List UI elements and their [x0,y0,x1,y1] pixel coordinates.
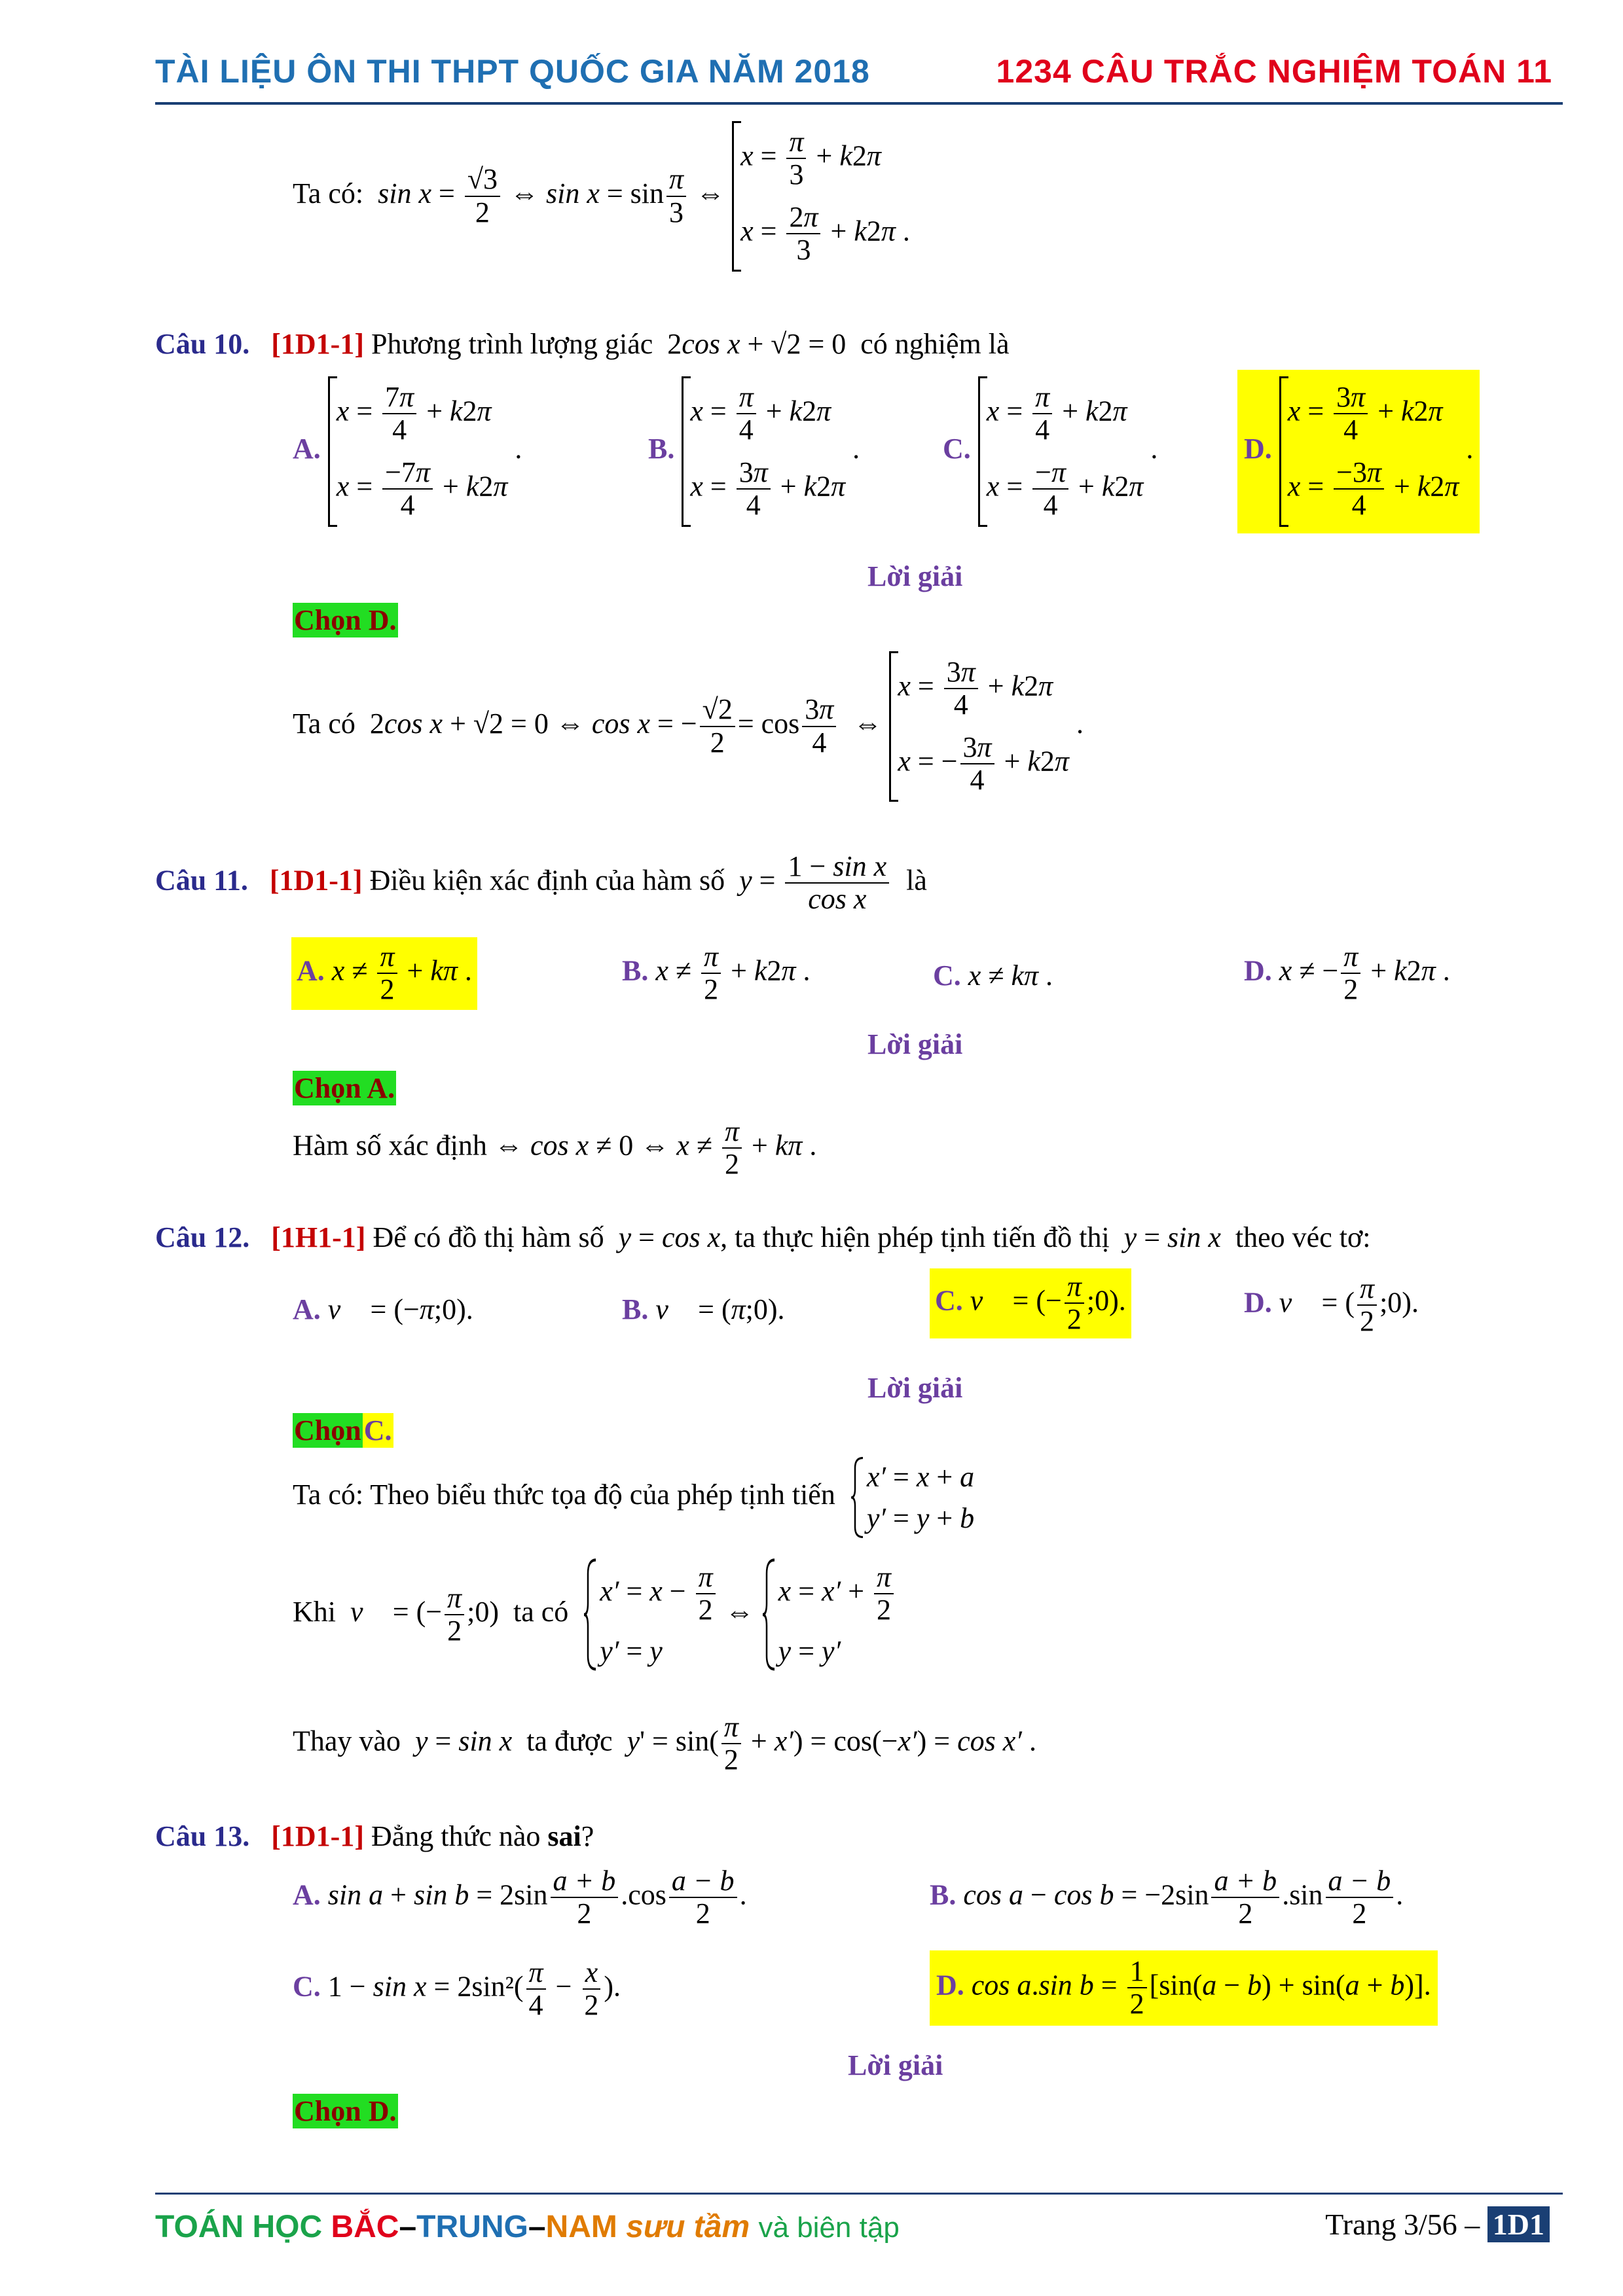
q11-option-c[interactable]: C. x ≠ kπ . [933,960,1053,992]
q11-option-d[interactable]: D. x ≠ − $\frac{\pi}{2}$ + k2π . [1244,941,1450,1006]
header-left: TÀI LIỆU ÔN THI THPT QUỐC GIA NĂM 2018 [155,53,870,90]
q11-option-a[interactable]: A. x ≠ $\frac{\pi}{2}$ + kπ . [291,937,477,1010]
q13-loi-giai: Lời giải [848,2049,943,2081]
q10-answer: Chọn D. [294,604,397,636]
header-rule [155,102,1563,105]
q12-option-a[interactable]: A. v⃗ = (−π;0). [293,1293,473,1325]
q12-option-d[interactable]: D. v⃗ = ( $\frac{\pi}{2}$ ;0). [1244,1272,1419,1338]
q13-answer: Chọn D. [294,2095,397,2127]
q12-answer: ChọnC. [294,1414,392,1446]
q10-option-b[interactable]: B. x = $\frac{\pi}{4}$ + k2π x = $\frac{3\pi}{4}$ + k2π . [648,376,860,527]
footer-page: Trang 3/56 – 1D1 [1325,2207,1550,2242]
q13-option-c[interactable]: C. 1 − sin x = 2sin²( $\frac{\pi}{4}$ − $\frac{x}{2}$ ). [293,1956,621,2022]
q12-solution-1: Ta có: Theo biểu thức tọa độ của phép tịnh tiến x′ = x + a y′ = y + b [293,1456,974,1539]
q10-option-d[interactable]: D. x = $\frac{3\pi}{4}$ + k2π x = $\frac{-3\pi}{4}$ + k2π . [1237,370,1480,533]
q11-solution: Hàm số xác định ⇔ cos x ≠ 0 ⇔ x ≠ $\frac{\pi}{2}$ + kπ . [293,1115,817,1181]
q12-loi-giai: Lời giải [867,1372,963,1404]
section-badge: 1D1 [1487,2206,1550,2242]
q12-solution-3: Thay vào y = sin x ta được y' = sin( $\frac{\pi}{2}$ + x′) = cos(−x′) = cos x′ . [293,1711,1036,1776]
question-11: Câu 11. [1D1-1] Điều kiện xác định của hàm số y = $\frac{\text{1 − sin x}}{\text{cos x}}$ là [155,850,927,916]
question-10: Câu 10. [1D1-1] Phương trình lượng giác 2cos x + √2 = 0 có nghiệm là [155,328,1010,360]
q11-loi-giai: Lời giải [867,1028,963,1060]
footer-brand: TOÁN HỌC BẮC–TRUNG–NAM sưu tầm và biên tập [155,2210,900,2244]
question-tag: [1D1-1] [271,328,364,360]
q12-option-c[interactable]: C. v⃗ = (− $\frac{\pi}{2}$ ;0). [930,1268,1131,1338]
intro-solution: Ta có: sin x = $\frac{√3}{2}$ ⇔ sin x = sin $\frac{\pi}{3}$ ⇔ x = $\frac{\pi}{3}$ + k2π x = $\frac{2\pi}{3}$ + k2π . [293,121,910,272]
q10-loi-giai: Lời giải [867,560,963,592]
q13-option-a[interactable]: A. sin a + sin b = 2sin $\frac{a + b}{2}$ .cos $\frac{a - b}{2}$ . [293,1865,747,1930]
q11-answer: Chọn A. [294,1072,395,1104]
q13-option-d[interactable]: D. cos a.sin b = $\frac{1}{2}$ [sin(a − b) + sin(a + b)]. [930,1950,1438,2026]
q12-option-b[interactable]: B. v⃗ = (π;0). [622,1293,785,1325]
q13-option-b[interactable]: B. cos a − cos b = −2sin $\frac{a + b}{2}$ .sin $\frac{a - b}{2}$ . [930,1865,1404,1930]
q10-solution: Ta có 2cos x + √2 = 0 ⇔ cos x = − $\frac{√2}{2}$ = cos $\frac{3\pi}{4}$ ⇔ x = $\frac{3\pi}{4}$ + k2π x = − $\frac{3\pi}{4}$ + k2π . [293,651,1084,802]
header-right: 1234 CÂU TRẮC NGHIỆM TOÁN 11 [996,53,1552,90]
question-12: Câu 12. [1H1-1] Để có đồ thị hàm số y = cos x, ta thực hiện phép tịnh tiến đồ thị y = sin x theo véc tơ: [155,1221,1371,1253]
question-number: Câu 10. [155,328,250,360]
solution-bracket: x = $\frac{\pi}{3}$ + k2π x = $\frac{2\pi}{3}$ + k2π . [732,121,910,272]
q11-option-b[interactable]: B. x ≠ $\frac{\pi}{2}$ + k2π . [622,941,811,1006]
q10-option-c[interactable]: C. x = $\frac{\pi}{4}$ + k2π x = $\frac{-\pi}{4}$ + k2π . [943,376,1158,527]
footer-rule [155,2193,1563,2195]
q10-option-a[interactable]: A. x = $\frac{7\pi}{4}$ + k2π x = $\frac{-7\pi}{4}$ + k2π . [293,376,522,527]
question-13: Câu 13. [1D1-1] Đẳng thức nào sai? [155,1820,594,1852]
q12-solution-2: Khi v⃗ = (− $\frac{\pi}{2}$ ;0) ta có x′ = x − $\frac{\pi}{2}$ y′ = y ⇔ x = x′ + $\frac{\pi}{2}$ y = y′ [293,1558,896,1672]
